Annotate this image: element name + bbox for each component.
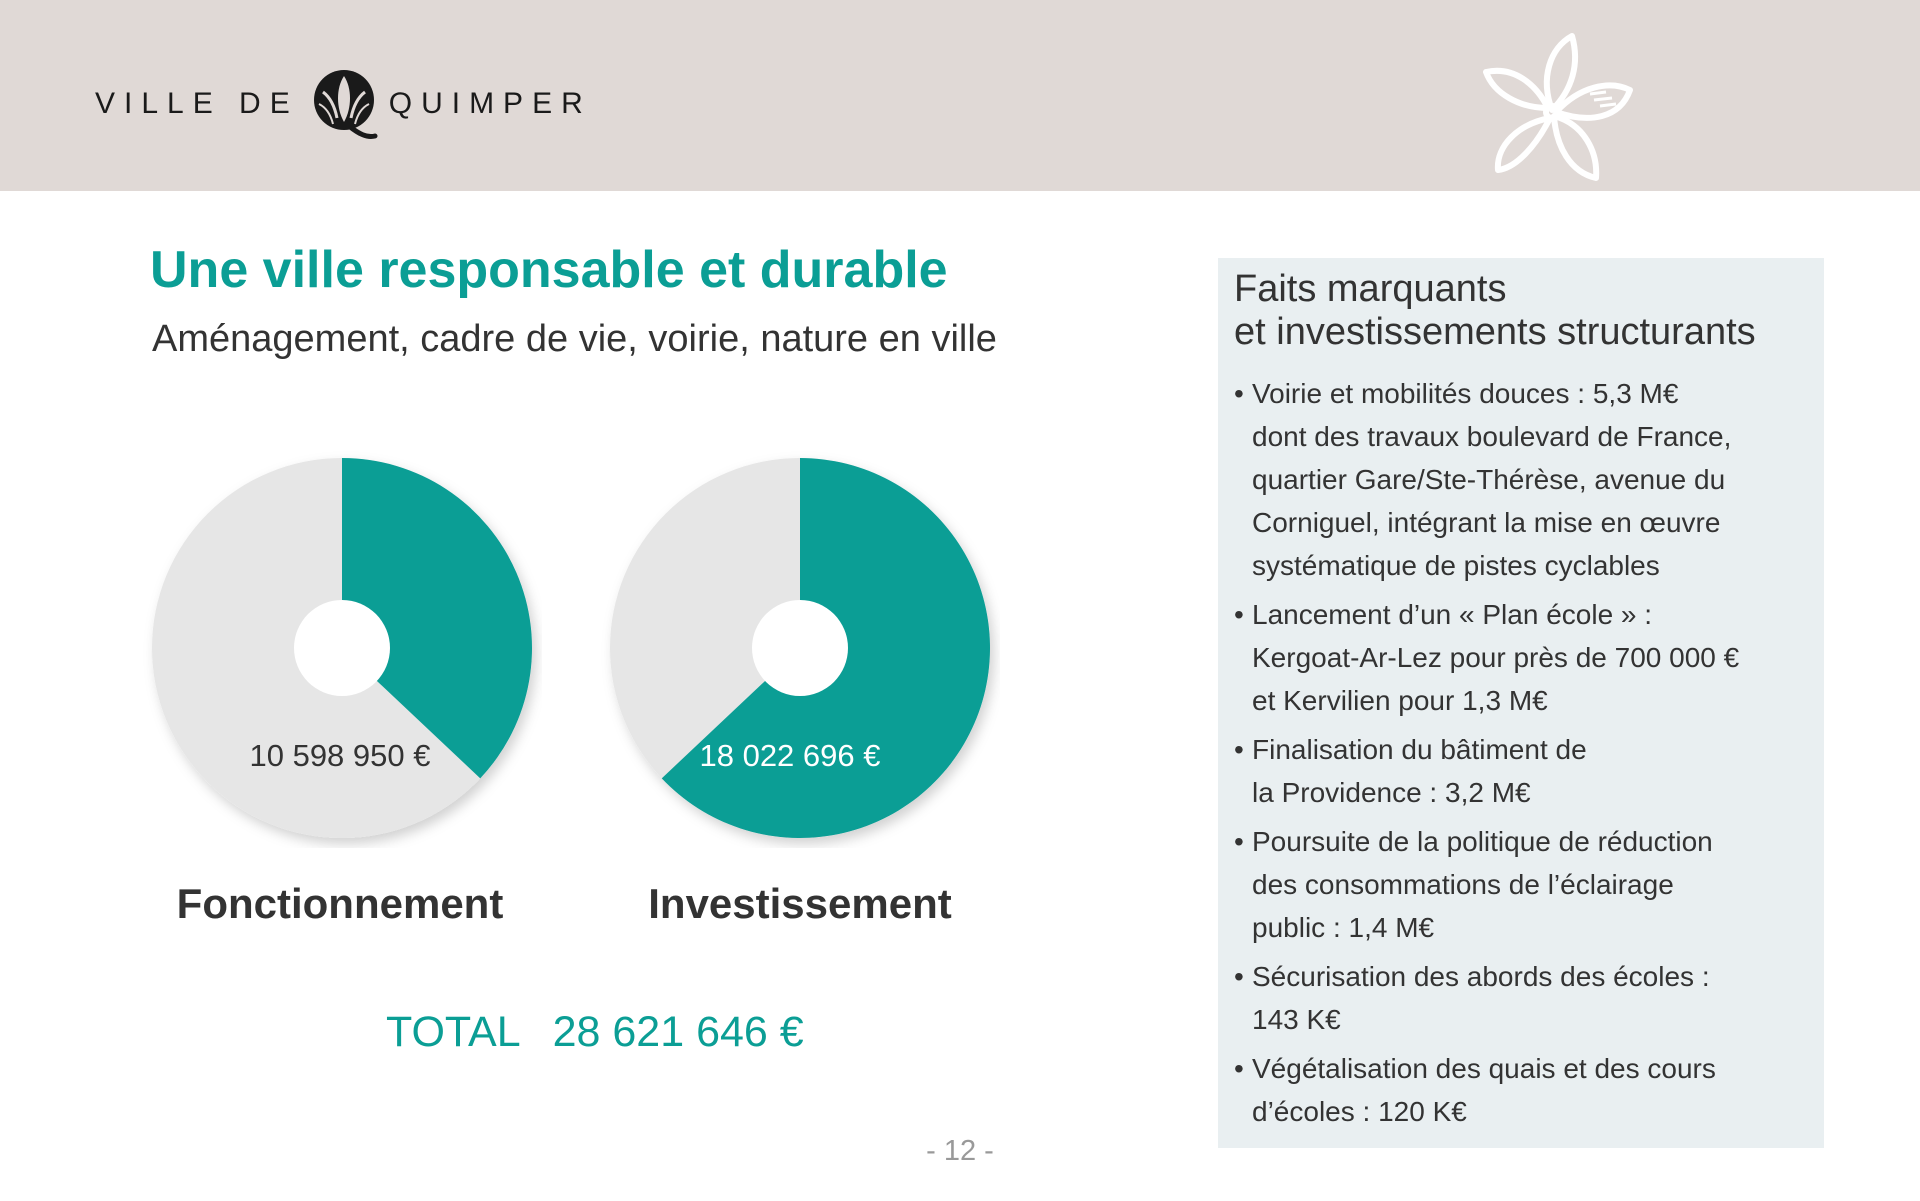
list-item-line: • Poursuite de la politique de réduction [1252,826,1713,857]
panel-title-line: et investissements structurants [1234,311,1756,353]
list-item-line: des consommations de l’éclairage [1252,869,1674,900]
pie-chart-investissement [600,448,1000,848]
list-item-line: dont des travaux boulevard de France, [1252,421,1732,452]
flower-icon [1480,28,1640,193]
highlights-list [1234,372,1819,1139]
donut-hole [294,600,390,696]
list-item-line: d’écoles : 120 K€ [1252,1096,1467,1127]
list-item [1234,955,1819,1041]
logo-text-left: VILLE DE [95,87,299,120]
list-item-line: Corniguel, intégrant la mise en œuvre [1252,507,1721,538]
list-item-line: la Providence : 3,2 M€ [1252,777,1531,808]
pie-chart-fonctionnement [142,448,542,848]
list-item-line: public : 1,4 M€ [1252,912,1435,943]
page-subtitle: Aménagement, cadre de vie, voirie, nature en ville [152,318,997,360]
list-item-line: Kergoat-Ar-Lez pour près de 700 000 € [1252,642,1740,673]
page-title: Une ville responsable et durable [150,241,948,299]
pie-value-label: 10 598 950 € [249,738,431,773]
list-item [1234,728,1819,814]
total-value: 28 621 646 € [552,1008,804,1056]
list-item-line: • Lancement d’un « Plan école » : [1252,599,1653,630]
list-item-line: • Végétalisation des quais et des cours [1252,1053,1716,1084]
list-item-line: quartier Gare/Ste-Thérèse, avenue du [1252,464,1726,495]
list-item [1234,372,1819,587]
list-item-line: • Finalisation du bâtiment de [1252,734,1587,765]
total-line [386,1008,804,1057]
page-number: - 12 - [926,1135,994,1167]
list-item-line: 143 K€ [1252,1004,1341,1035]
chart-category-label: Investissement [648,880,952,927]
list-item [1234,1047,1819,1133]
list-item-line: et Kervilien pour 1,3 M€ [1252,685,1548,716]
list-item-line: • Voirie et mobilités douces : 5,3 M€ [1252,378,1679,409]
list-item-line: • Sécurisation des abords des écoles : [1252,961,1710,992]
logo-text-right: QUIMPER [388,87,592,120]
panel-title-line: Faits marquants [1234,268,1507,310]
pie-value-label: 18 022 696 € [699,738,881,773]
total-label: TOTAL [386,1008,521,1056]
list-item-line: systématique de pistes cyclables [1252,550,1660,581]
ville-de-quimper-logo [95,64,592,144]
list-item [1234,820,1819,949]
chart-category-label: Fonctionnement [176,880,504,927]
highlights-panel [1218,258,1824,1148]
list-item [1234,593,1819,722]
crest-icon [309,64,379,144]
donut-hole [752,600,848,696]
header-band [0,0,1920,191]
panel-title [1234,268,1756,354]
